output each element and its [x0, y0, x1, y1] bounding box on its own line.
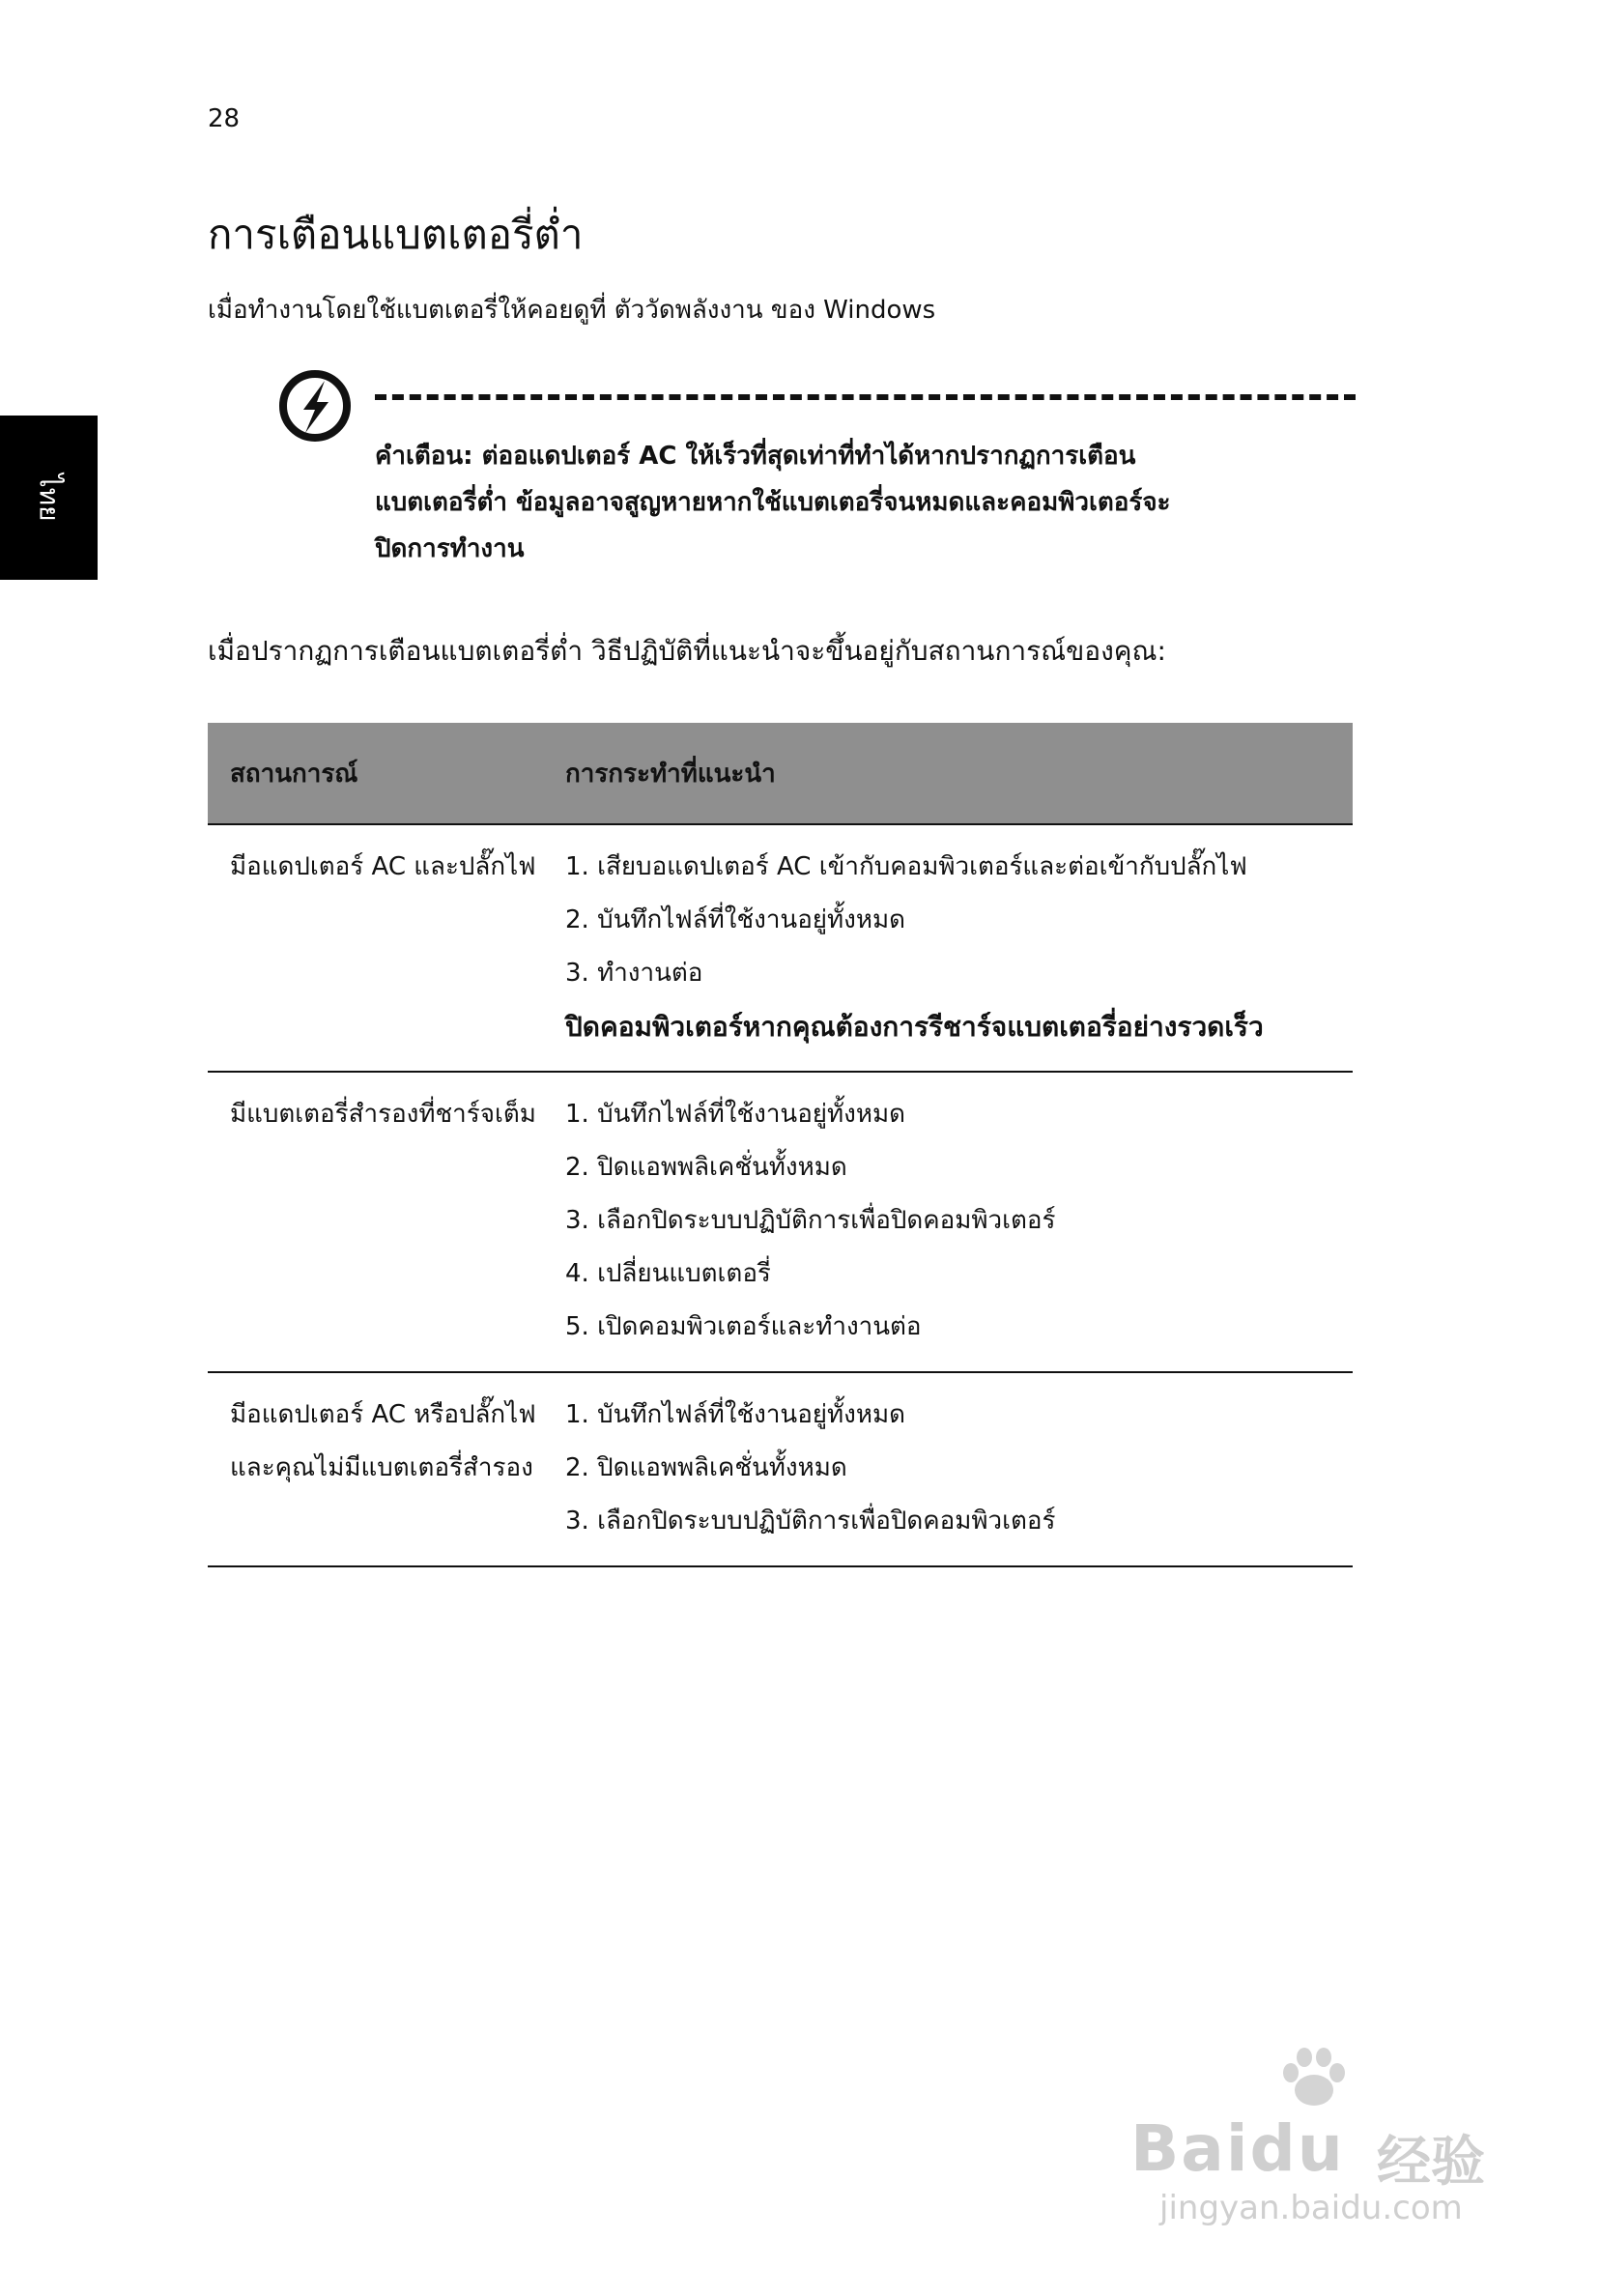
header-situation: สถานการณ์ — [230, 759, 358, 789]
situation-cell — [208, 841, 565, 1053]
paw-icon — [1275, 2044, 1353, 2111]
lightning-warning-icon — [276, 367, 354, 445]
action-step: 3. เลือกปิดระบบปฏิบัติการเพื่อปิดคอมพิวเตอร์ — [565, 1507, 1056, 1535]
action-step: 4. เปลี่ยนแบตเตอรี่ — [565, 1259, 771, 1288]
recommendation-table — [208, 723, 1353, 1567]
table-row — [208, 825, 1353, 1073]
action-step: 2. ปิดแอพพลิเคชั่นทั้งหมด — [565, 1153, 847, 1182]
situation-cell — [208, 1389, 565, 1548]
warning-line: คำเตือน: ต่ออแดปเตอร์ AC ให้เร็วที่สุดเท่าที่ทำได้หากปรากฏการเตือน — [375, 442, 1136, 471]
page-number: 28 — [208, 104, 241, 133]
warning-line: แบตเตอรี่ต่ำ ข้อมูลอาจสูญหายหากใช้แบตเตอรี่จนหมดและคอมพิวเตอร์จะ — [375, 488, 1171, 517]
action-step: 3. ทำงานต่อ — [565, 959, 703, 988]
language-side-tab — [0, 416, 98, 580]
header-action: การกระทำที่แนะนำ — [565, 759, 776, 789]
situation-text: มีอแดปเตอร์ AC หรือปลั๊กไฟ — [230, 1400, 536, 1429]
warning-dashed-divider — [375, 394, 1356, 400]
action-step: 2. บันทึกไฟล์ที่ใช้งานอยู่ทั้งหมด — [565, 905, 906, 934]
baidu-watermark — [1121, 2044, 1507, 2237]
action-step: 2. ปิดแอพพลิเคชั่นทั้งหมด — [565, 1453, 847, 1482]
watermark-url: jingyan.baidu.com — [1159, 2189, 1463, 2227]
situation-text: และคุณไม่มีแบตเตอรี่สำรอง — [230, 1453, 533, 1482]
warning-line: ปิดการทำงาน — [375, 534, 525, 563]
action-note: ปิดคอมพิวเตอร์หากคุณต้องการรีชาร์จแบตเตอรี่อย่างรวดเร็ว — [565, 1011, 1264, 1043]
table-header — [208, 723, 1353, 825]
action-step: 1. เสียบอแดปเตอร์ AC เข้ากับคอมพิวเตอร์และต่อเข้ากับปลั๊กไฟ — [565, 852, 1247, 881]
watermark-logo-start: Bai — [1130, 2111, 1250, 2186]
action-step: 5. เปิดคอมพิวเตอร์และทำงานต่อ — [565, 1312, 922, 1341]
table-row — [208, 1073, 1353, 1373]
side-tab-label: ไทย — [33, 474, 66, 522]
watermark-logo-end: du — [1249, 2111, 1345, 2186]
action-step: 1. บันทึกไฟล์ที่ใช้งานอยู่ทั้งหมด — [565, 1400, 906, 1429]
watermark-cn: 经验 — [1377, 2131, 1485, 2194]
action-step: 3. เลือกปิดระบบปฏิบัติการเพื่อปิดคอมพิวเตอร์ — [565, 1206, 1056, 1235]
action-cell — [565, 841, 1353, 1053]
watermark-logo — [1130, 2111, 1345, 2186]
action-step: 1. บันทึกไฟล์ที่ใช้งานอยู่ทั้งหมด — [565, 1100, 906, 1129]
intro-text: เมื่อทำงานโดยใช้แบตเตอรี่ให้คอยดูที่ ตัววัดพลังงาน ของ Windows — [208, 296, 936, 325]
table-row — [208, 1373, 1353, 1567]
action-cell — [565, 1389, 1353, 1548]
page-title: การเตือนแบตเตอรี่ต่ำ — [208, 211, 584, 258]
warning-text — [375, 433, 1351, 572]
action-cell — [565, 1088, 1353, 1354]
lead-text: เมื่อปรากฏการเตือนแบตเตอรี่ต่ำ วิธีปฏิบัติที่แนะนำจะขึ้นอยู่กับสถานการณ์ของคุณ: — [208, 635, 1166, 667]
situation-text: มีแบตเตอรี่สำรองที่ชาร์จเต็ม — [230, 1100, 536, 1129]
situation-cell — [208, 1088, 565, 1354]
situation-text: มีอแดปเตอร์ AC และปลั๊กไฟ — [230, 852, 536, 881]
